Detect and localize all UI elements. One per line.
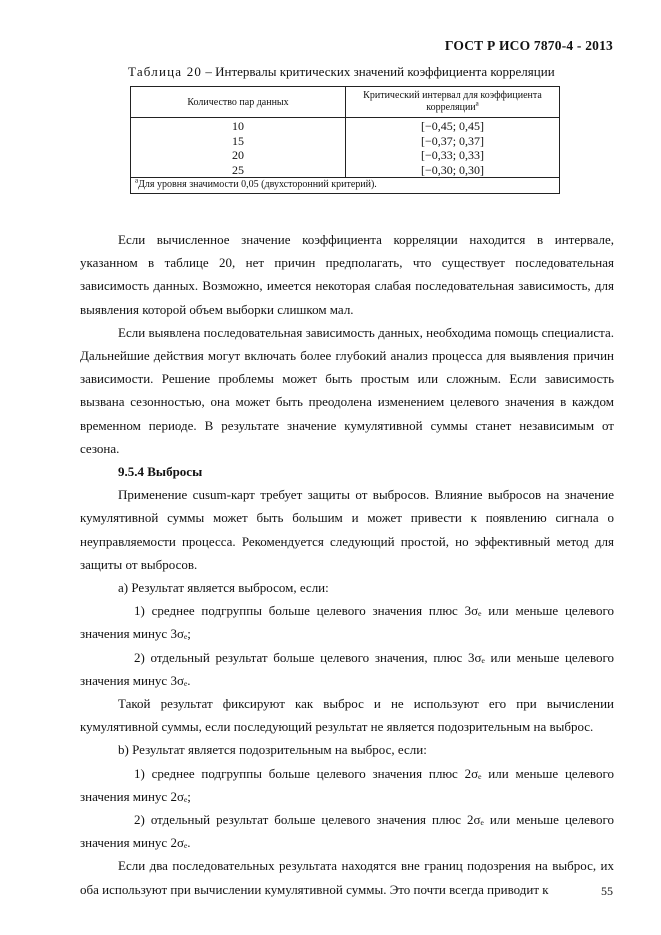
- critical-interval-table: [130, 86, 560, 194]
- table-caption: [128, 64, 555, 80]
- paragraph: Такой результат фиксируют как выброс и не используют его при вычислении кумулятивной суммы, если последующий результат не является подозрительным на выброс.: [80, 696, 614, 735]
- table-caption-text: – Интервалы критических значений коэффициента корреляции: [205, 64, 555, 79]
- standard-header: ГОСТ Р ИСО 7870-4 - 2013: [444, 38, 613, 53]
- section-heading: 9.5.4 Выбросы: [118, 464, 203, 480]
- table-caption-label: Таблица 20: [128, 64, 203, 79]
- list-item: 1) среднее подгруппы больше целевого значения плюс 3σₑ или меньше целевого значения минус 3σₑ;: [80, 603, 614, 642]
- list-item: 2) отдельный результат больше целевого значения плюс 2σₑ или меньше целевого значения минус 2σₑ.: [80, 812, 614, 851]
- table-col-pairs: 10 15 20 25: [131, 118, 346, 178]
- list-intro: b) Результат является подозрительным на выброс, если:: [118, 742, 427, 758]
- footnote-marker: a: [475, 99, 479, 108]
- table-footnote: $^a$Для уровня значимости 0,05 (двухсторонний критерий).: [131, 178, 560, 194]
- list-item: 2) отдельный результат больше целевого значения, плюс 3σₑ или меньше целевого значения минус 3σₑ.: [80, 649, 614, 688]
- paragraph: Применение cusum-карт требует защиты от выбросов. Влияние выбросов на значение кумулятивной суммы может быть большим и может привести к появлению сигнала о неуправляемости процесса. Рекомендуется следующий простой, но эффективный метод для защиты от выбросов.: [80, 487, 614, 572]
- body-text: [80, 228, 614, 901]
- paragraph: Если вычисленное значение коэффициента корреляции находится в интервале, указанном в таблице 20, нет причин предполагать, что существует последовательная зависимость данных. Возможно, имеется некоторая слабая последовательная зависимость, для выявления которой объем выборки слишком мал.: [80, 232, 614, 317]
- page-number: 55: [601, 884, 613, 898]
- table-header-interval: Критический интервал для коэффициента корреляции$^a$: [346, 87, 560, 118]
- list-intro: а) Результат является выбросом, если:: [118, 580, 329, 596]
- paragraph: Если два последовательных результата находятся вне границ подозрения на выброс, их оба используют при вычислении кумулятивной суммы. Это почти всегда приводит к: [80, 858, 614, 897]
- paragraph: Если выявлена последовательная зависимость данных, необходима помощь специалиста. Дальнейшие действия могут включать более глубокий анализ процесса для выявления причин зависимости. Решение проблемы может быть простым или сложным. Если зависимость вызвана сезонностью, она может быть преодолена изменением целевого значения в каждом временном периоде. В результате значение кумулятивной суммы станет независимым от сезона.: [80, 324, 614, 456]
- table-header-pairs: Количество пар данных: [131, 87, 346, 118]
- table-col-intervals: [−0,45; 0,45] [−0,37; 0,37] [−0,33; 0,33] [−0,30; 0,30]: [346, 118, 560, 178]
- list-item: 1) среднее подгруппы больше целевого значения плюс 2σₑ или меньше целевого значения минус 2σₑ;: [80, 765, 614, 804]
